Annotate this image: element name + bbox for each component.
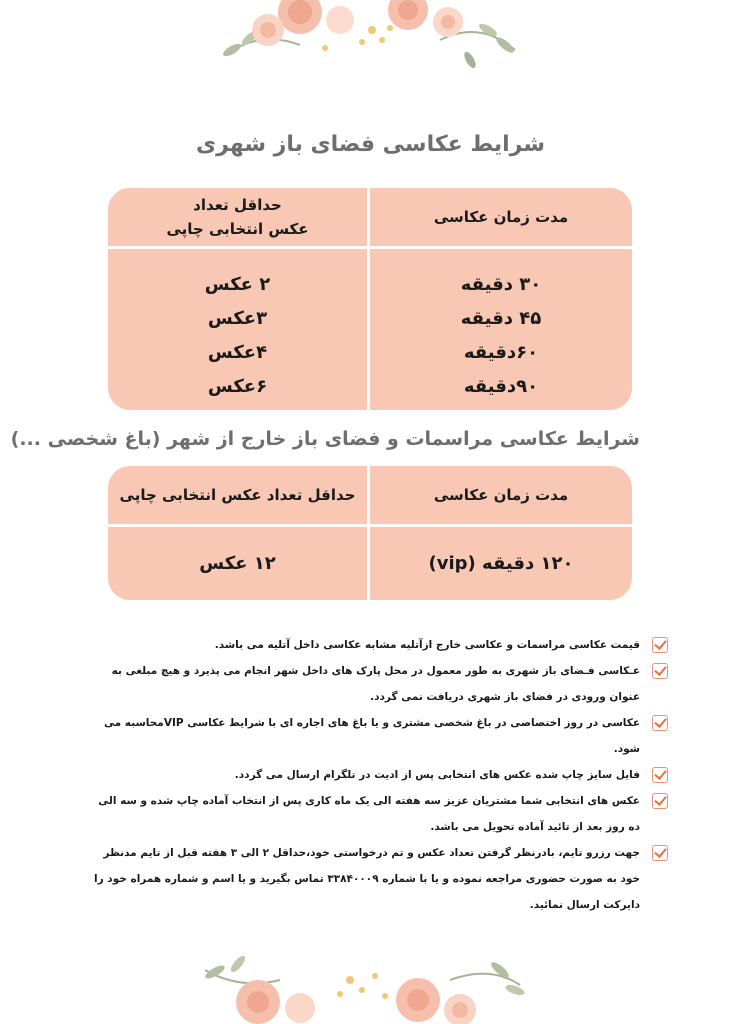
city-photography-title: شرایط عکاسی فضای باز شهری xyxy=(196,132,545,157)
checkbox-checked-icon xyxy=(652,637,668,653)
min-photos-value: ۲ عکس xyxy=(204,274,271,295)
duration-value: ۳۰ دقیقه xyxy=(460,274,542,295)
checkbox-checked-icon xyxy=(652,793,668,809)
terms-item-text: عکاسی در روز اختصاصی در باغ شخصی مشتری و یا باغ های اجاره ای با شرایط عکاسی VIPمحاسبه می شود. xyxy=(104,717,640,755)
min-photos-value: ۴عکس xyxy=(207,342,268,363)
min-photos-value: ۶عکس xyxy=(207,376,268,397)
terms-item xyxy=(88,632,670,658)
header-divider xyxy=(108,246,632,249)
terms-item-text: فایل سایز چاپ شده عکس های انتخابی پس از ادیت در تلگرام ارسال می گردد. xyxy=(234,769,640,781)
checkbox-checked-icon xyxy=(652,845,668,861)
duration-value: ۹۰دقیقه xyxy=(463,376,539,397)
duration-value: ۶۰دقیقه xyxy=(463,342,539,363)
duration-value: ۱۲۰ دقیقه (vip) xyxy=(428,553,574,574)
ceremony-photography-title: شرایط عکاسی مراسمات و فضای باز خارج از شهر (باغ شخصی ...) xyxy=(10,428,640,450)
min-photos-value: ۳عکس xyxy=(207,308,268,329)
min-photos-header-line2: عکس انتخابی چاپی xyxy=(166,220,309,238)
min-photos-header-line1: حداقل تعداد xyxy=(193,196,282,214)
duration-column-header: مدت زمان عکاسی xyxy=(433,208,569,226)
terms-item xyxy=(88,710,670,762)
checkbox-checked-icon xyxy=(652,663,668,679)
terms-item-text: عـکاسی فـضای باز شهری به طور معمول در محل پارک های داخل شهر انجام می پذیرد و هیچ مبلغی به عنوان ورودی در فضای باز شهری دریافت نمی گردد. xyxy=(111,665,640,703)
min-photos-value: ۱۲ عکس xyxy=(199,553,276,574)
duration-list xyxy=(370,268,632,404)
min-photos-column-header xyxy=(108,188,367,246)
terms-list xyxy=(88,632,670,918)
terms-item xyxy=(88,788,670,840)
floral-decoration-top xyxy=(0,0,741,80)
checkbox-checked-icon xyxy=(652,767,668,783)
terms-item-text: عکس های انتخابی شما مشتریان عزیز سه هفته الی یک ماه کاری پس از انتخاب آماده چاپ شده و سه الی ده روز بعد از تائید آماده تحویل می باشد. xyxy=(98,795,640,833)
terms-item xyxy=(88,840,670,918)
ceremony-conditions-table xyxy=(108,466,632,600)
city-conditions-table xyxy=(108,188,632,410)
duration-column-header: مدت زمان عکاسی xyxy=(433,486,569,504)
min-photos-list xyxy=(108,268,367,404)
duration-value: ۴۵ دقیقه xyxy=(460,308,542,329)
floral-decoration-bottom xyxy=(0,950,741,1024)
terms-item xyxy=(88,658,670,710)
terms-item-text: قیمت عکاسی مراسمات و عکاسی خارج ازآتلیه مشابه عکاسی داخل آتلیه می باشد. xyxy=(214,639,640,651)
terms-item xyxy=(88,762,670,788)
min-photos-column-header: حداقل تعداد عکس انتخابی چاپی xyxy=(119,486,356,504)
terms-item-text: جهت رزرو تایم، بادرنظر گرفتن تعداد عکس و تم درخواستی خود،حداقل ۲ الی ۳ هفته قبل از تایم مدنظر خود به صورت حضوری مراجعه نموده و یا با شماره ۳۳۸۴۰۰۰۹ تماس بگیرید و یا اسم و شماره همراه خود را دایرکت ارسال نمائید. xyxy=(94,847,640,911)
checkbox-checked-icon xyxy=(652,715,668,731)
